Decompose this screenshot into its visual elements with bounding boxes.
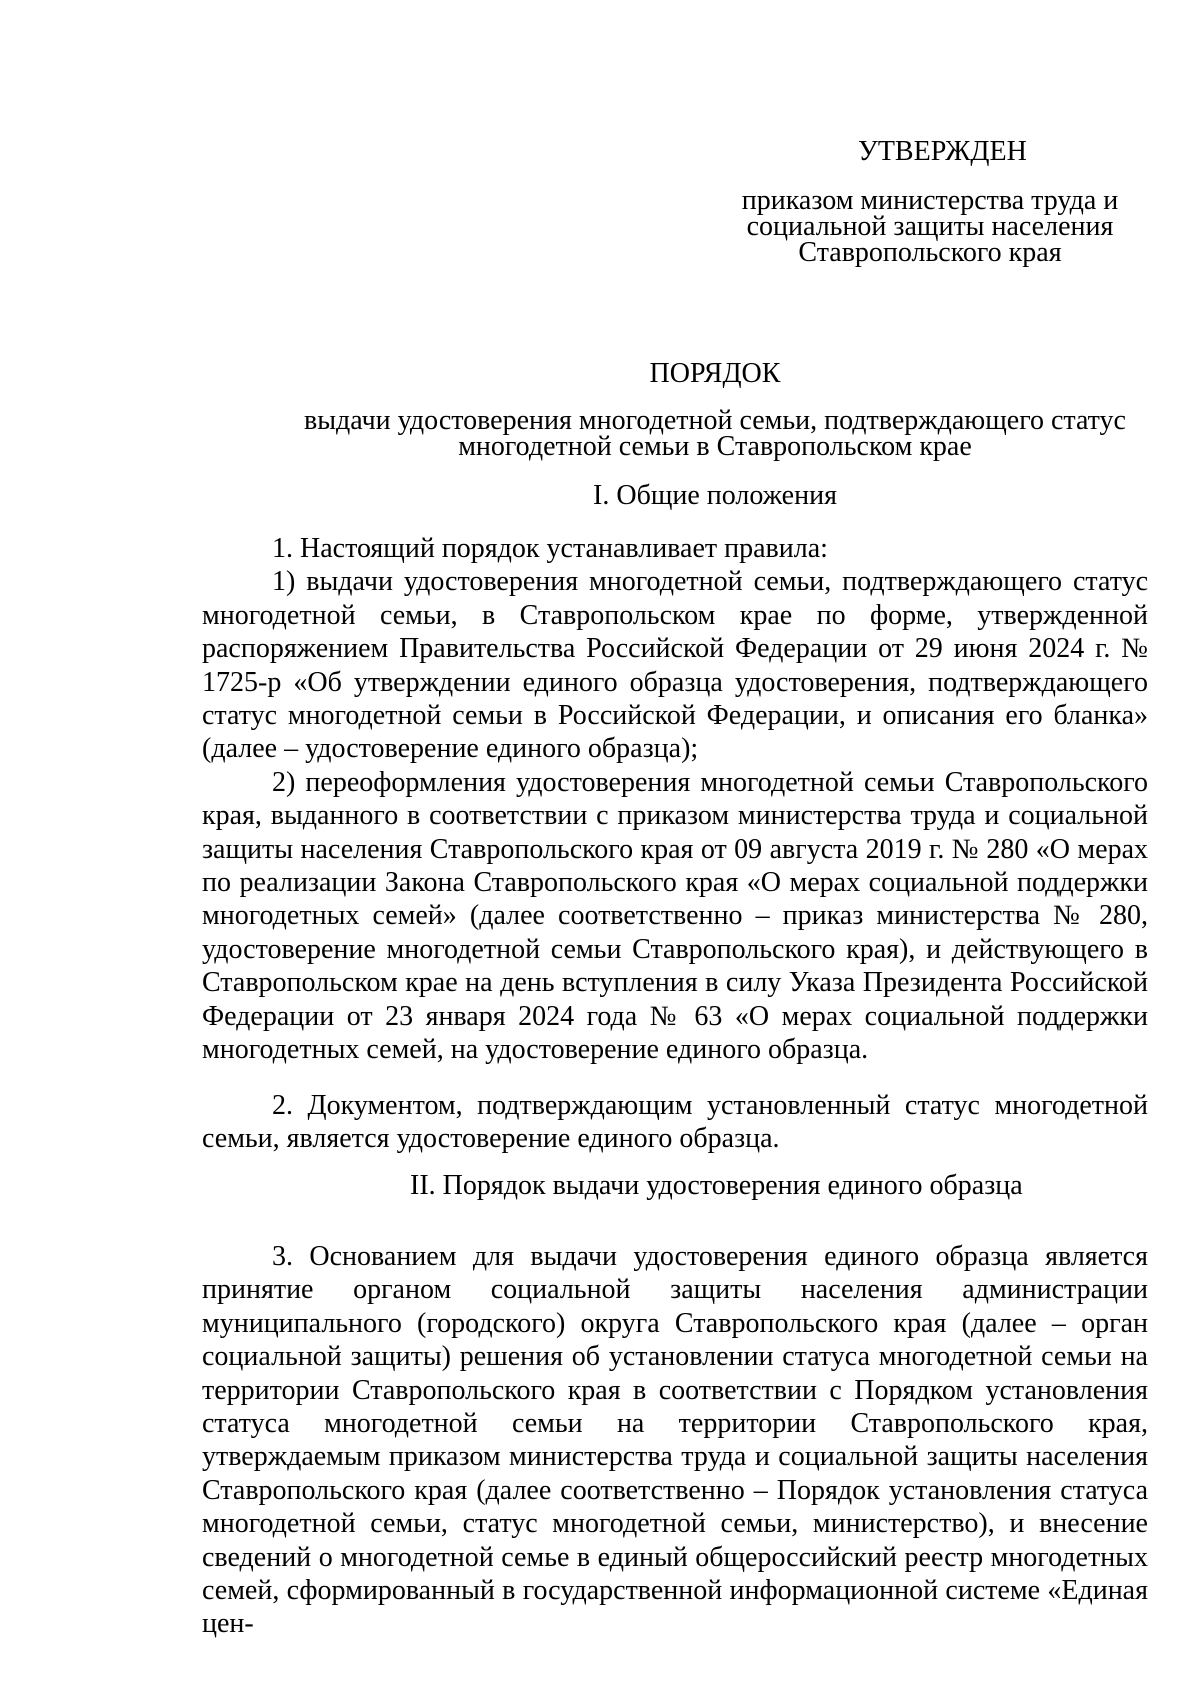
document-subtitle (280, 405, 1150, 462)
paragraph: 2) переоформления удостоверения многодетной семьи Ставропольского края, выданного в соответствии с приказом министерства труда и социальной защиты населения Ставропольского края от 09 августа 2019 г. № 280 «О мерах по реализации Закона Ставропольского края «О мерах социальной поддержки многодетных семей» (далее соответственно – приказ министерства № 280, удостоверение многодетной семьи Ставропольского края), и действующего в Ставропольском крае на день вступления в силу Указа Президента Российской Федерации от 23 января 2024 года № 63 «О мерах социальной поддержки многодетных семей, на удостоверение единого образца. (202, 766, 1148, 1066)
document-title: ПОРЯДОК (649, 358, 781, 389)
approval-stamp-title: УТВЕРЖДЕН (858, 136, 1027, 167)
approval-line: приказом министерства труда и (741, 185, 1119, 216)
approval-line: социальной защиты населения (746, 211, 1114, 242)
approval-stamp-text (720, 185, 1140, 268)
subtitle-line: выдачи удостоверения многодетной семьи, подтверждающего статус (304, 405, 1126, 436)
paragraph: 1. Настоящий порядок устанавливает правила: (272, 533, 828, 564)
subtitle-line: многодетной семьи в Ставропольском крае (458, 431, 972, 462)
paragraph: 3. Основанием для выдачи удостоверения единого образца является принятие органом социальной защиты населения администрации муниципального (городского) округа Ставропольского края (далее – орган социальной защиты) решения об установлении статуса многодетной семьи на территории Ставропольского края в соответствии с Порядком установления статуса многодетной семьи на территории Ставропольского края, утверждаемым приказом министерства труда и социальной защиты населения Ставропольского края (далее соответственно – Порядок установления статуса многодетной семьи, статус многодетной семьи, министерство), и внесение сведений о многодетной семье в единый общероссийский реестр многодетных семей, сформированный в государственной информационной системе «Единая цен- (202, 1241, 1148, 1640)
section-general-body-continued (202, 1089, 1148, 1156)
section-general-body (202, 532, 1148, 1067)
section-heading-general: I. Общие положения (593, 480, 837, 511)
paragraph: 2. Документом, подтверждающим установленный статус многодетной семьи, является удостоверение единого образца. (202, 1090, 1148, 1155)
section-issuance-body (202, 1240, 1148, 1641)
section-heading-text: II. Порядок выдачи удостоверения единого образца (410, 1170, 1023, 1201)
approval-line: Ставропольского края (798, 237, 1062, 268)
paragraph: 1) выдачи удостоверения многодетной семьи, подтверждающего статус многодетной семьи, в Ставропольском крае по форме, утвержденной распоряжением Правительства Российской Федерации от 29 июня 2024 г. № 1725-р «Об утверждении единого образца удостоверения, подтверждающего статус многодетной семьи в Российской Федерации, и описания его бланка» (далее – удостоверение единого образца); (202, 566, 1148, 765)
